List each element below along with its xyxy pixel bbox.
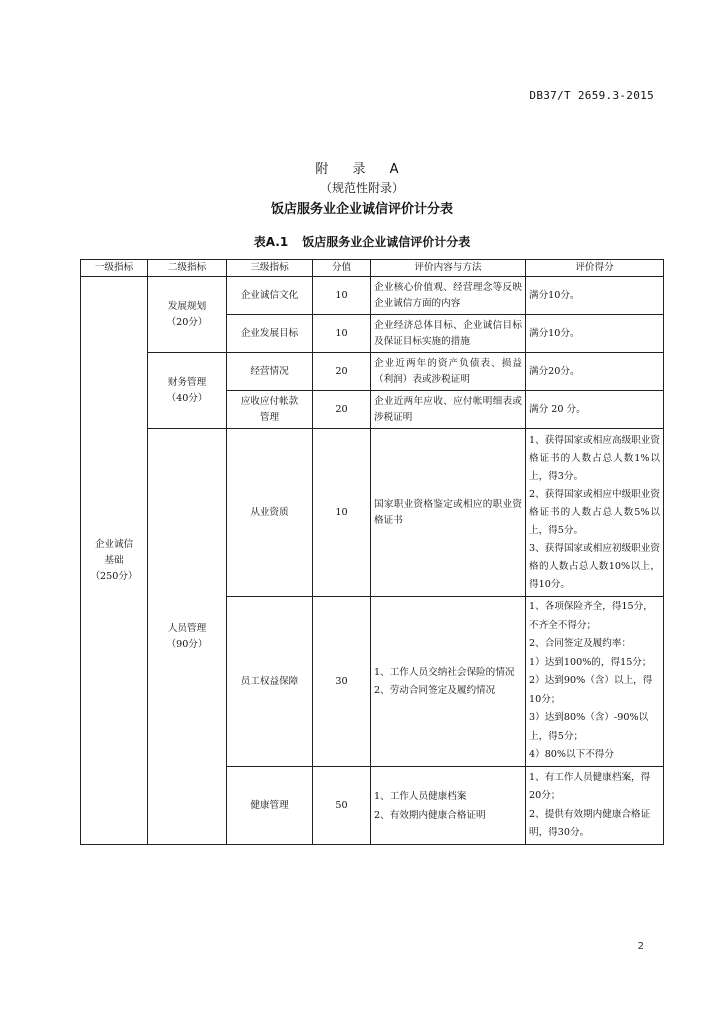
group-plan-cell <box>148 277 227 353</box>
scoring-cell <box>526 429 664 597</box>
standard-number: DB37/T 2659.3-2015 <box>529 89 654 102</box>
content-cell: 企业近两年的资产负债表、损益（利润）表或涉税证明 <box>371 353 526 391</box>
header-level3: 三级指标 <box>227 260 313 277</box>
value-cell: 10 <box>313 429 371 597</box>
level1-line3: （250分） <box>90 570 138 582</box>
header-content: 评价内容与方法 <box>371 260 526 277</box>
scoring-line: 2）达到90%（含）以上，得10分； <box>529 675 653 705</box>
scoring-line: 2、获得国家或相应中级职业资格证书的人数占总人数5%以上，得5分。 <box>529 488 660 536</box>
group-finance-cell <box>148 353 227 429</box>
scoring-cell: 满分 20 分。 <box>526 391 664 429</box>
header-scoring: 评价得分 <box>526 260 664 277</box>
content-cell: 国家职业资格鉴定或相应的职业资格证书 <box>371 429 526 597</box>
item-cell: 健康管理 <box>227 767 313 845</box>
table-caption-title: 饭店服务业企业诚信评价计分表 <box>302 235 471 249</box>
value-cell: 30 <box>313 597 371 767</box>
scoring-cell <box>526 767 664 845</box>
header-value: 分值 <box>313 260 371 277</box>
group-plan-name: 发展规划 <box>167 300 207 312</box>
table-row <box>81 277 664 315</box>
page-number: 2 <box>637 941 644 952</box>
annex-type: （规范性附录） <box>319 181 404 195</box>
value-cell: 10 <box>313 315 371 353</box>
value-cell: 50 <box>313 767 371 845</box>
value-cell: 20 <box>313 391 371 429</box>
scoring-table <box>80 259 664 845</box>
scoring-line: 3）达到80%（含）-90%以上，得5分； <box>529 712 649 742</box>
scoring-line: 2、合同签定及履约率： <box>529 638 632 650</box>
level1-cell <box>81 277 148 845</box>
content-cell: 企业经济总体目标、企业诚信目标及保证目标实施的措施 <box>371 315 526 353</box>
content-line: 1、工作人员交纳社会保险的情况 <box>374 666 515 678</box>
table-row <box>81 429 664 597</box>
table-row <box>81 353 664 391</box>
content-cell <box>371 767 526 845</box>
table-caption <box>0 233 724 250</box>
group-finance-name: 财务管理 <box>167 376 207 388</box>
group-hr-score: （90分） <box>166 638 208 650</box>
group-hr-name: 人员管理 <box>167 622 207 634</box>
scoring-cell: 满分20分。 <box>526 353 664 391</box>
scoring-line: 3、获得国家或相应初级职业资格的人数占总人数10%以上，得10分。 <box>529 542 660 590</box>
item-cell: 企业诚信文化 <box>227 277 313 315</box>
item-cell: 员工权益保障 <box>227 597 313 767</box>
table-header-row <box>81 260 664 277</box>
level1-line2: 基础 <box>104 554 124 566</box>
item-cell <box>227 391 313 429</box>
annex-title: 饭店服务业企业诚信评价计分表 <box>270 202 453 217</box>
value-cell: 20 <box>313 353 371 391</box>
scoring-line: 4）80%以下不得分 <box>529 749 614 761</box>
value-cell: 10 <box>313 277 371 315</box>
annex-label: 附 录 A <box>315 162 409 177</box>
group-hr-cell <box>148 429 227 845</box>
content-line: 2、有效期内健康合格证明 <box>374 809 486 821</box>
item-line2: 管理 <box>259 411 280 423</box>
item-cell: 企业发展目标 <box>227 315 313 353</box>
header-level1: 一级指标 <box>81 260 148 277</box>
item-cell: 经营情况 <box>227 353 313 391</box>
content-line: 2、劳动合同签定及履约情况 <box>374 684 496 696</box>
scoring-cell: 满分10分。 <box>526 315 664 353</box>
scoring-line: 1）达到100%的，得15分； <box>529 656 652 668</box>
scoring-line: 1、有工作人员健康档案，得20分； <box>529 771 651 801</box>
scoring-cell: 满分10分。 <box>526 277 664 315</box>
content-cell <box>371 597 526 767</box>
item-line1: 应收应付帐款 <box>240 395 299 407</box>
content-cell: 企业近两年应收、应付帐明细表或涉税证明 <box>371 391 526 429</box>
table-caption-number: 表A.1 <box>253 235 289 249</box>
level1-line1: 企业诚信 <box>94 538 134 550</box>
group-plan-score: （20分） <box>166 316 208 328</box>
scoring-cell <box>526 597 664 767</box>
content-line: 1、工作人员健康档案 <box>374 790 467 802</box>
scoring-line: 1、获得国家或相应高级职业资格证书的人数占总人数1%以上，得3分。 <box>529 434 660 482</box>
content-cell: 企业核心价值观、经营理念等反映企业诚信方面的内容 <box>371 277 526 315</box>
item-cell: 从业资质 <box>227 429 313 597</box>
scoring-line: 1、各项保险齐全，得15分，不齐全不得分； <box>529 601 653 631</box>
scoring-line: 2、提供有效期内健康合格证明，得30分。 <box>529 808 651 838</box>
header-level2: 二级指标 <box>148 260 227 277</box>
group-finance-score: （40分） <box>166 392 208 404</box>
